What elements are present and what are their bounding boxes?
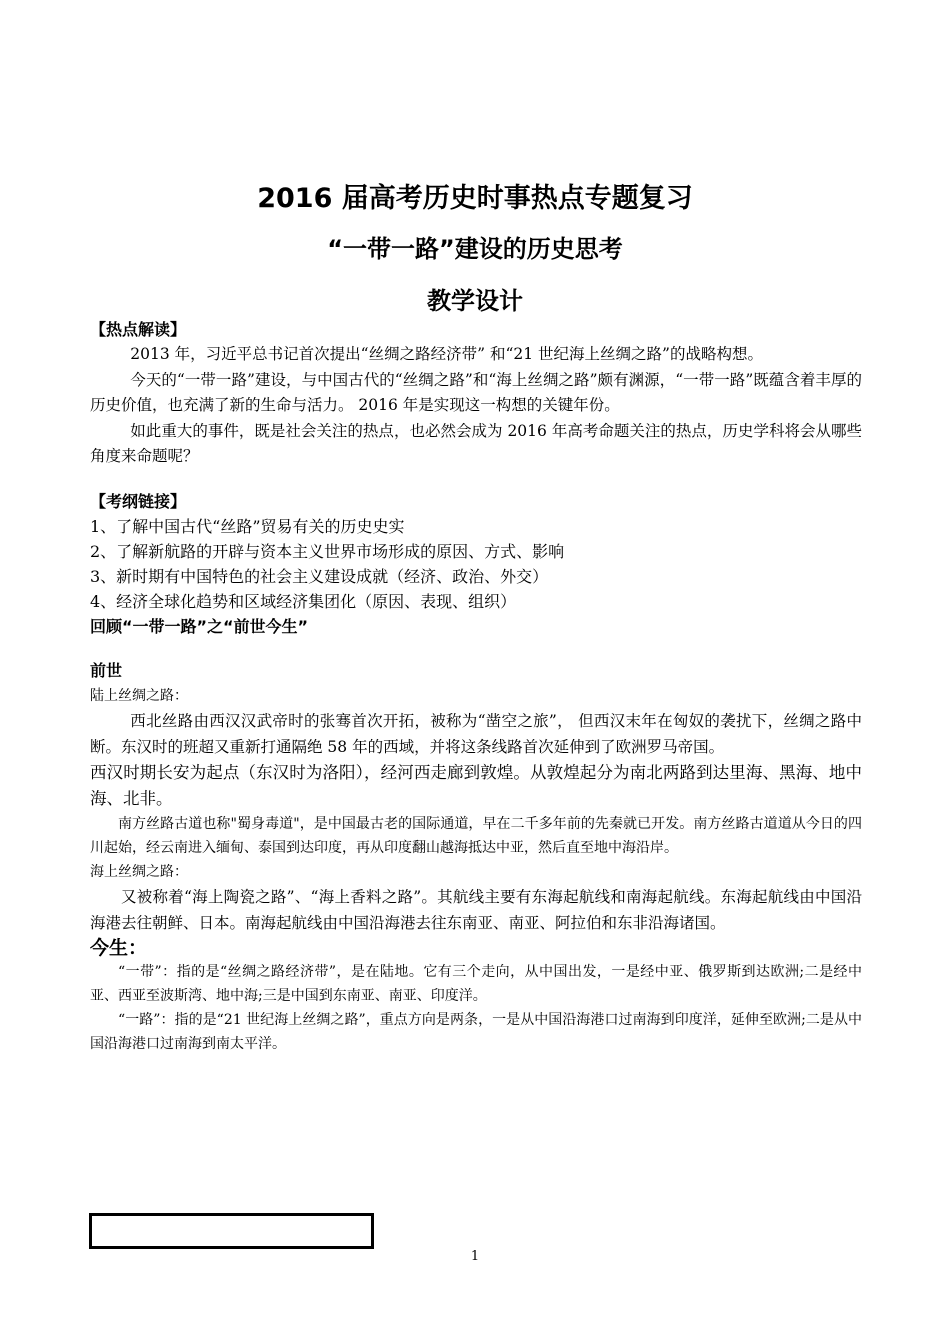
maritime-silk-road-paragraph: 又被称着“海上陶瓷之路”、“海上香料之路”。其航线主要有东海起航线和南海起航线。东海起航线由中国沿海港去往朝鲜、日本。南海起航线由中国沿海港去往东南亚、南亚、阿拉伯和东非沿海诸国。: [90, 887, 862, 932]
hotspot-paragraph-2: 今天的“一带一路”建设，与中国古代的“丝绸之路”和“海上丝绸之路”颇有渊源，“一带一路”既蕴含着丰厚的历史价值，也充满了新的生命与活力。 2016 年是实现这一构想的关键年份。: [90, 370, 862, 414]
outline-item-3: 3、新时期有中国特色的社会主义建设成就（经济、政治、外交）: [90, 566, 549, 586]
present-heading: 今生：: [90, 936, 148, 959]
outline-heading: 【考纲链接】: [90, 491, 187, 511]
document-type-title: 教学设计: [427, 287, 523, 315]
past-heading: 前世: [90, 660, 123, 680]
empty-bordered-box: [89, 1213, 374, 1249]
document-subtitle: “一带一路”建设的历史思考: [327, 235, 623, 263]
document-body: [90, 318, 862, 1056]
page-number: 1: [470, 1249, 480, 1264]
hotspot-heading: 【热点解读】: [90, 320, 187, 339]
review-heading: 回顾“一带一路”之“前世今生”: [90, 616, 309, 636]
southern-silk-road-paragraph: 南方丝路古道也称"蜀身毒道"，是中国最古老的国际通道，早在二千多年前的先秦就已开发。南方丝路古道道从今日的四川起始，经云南进入缅甸、泰国到达印度，再从印度翻山越海抵达中亚，然后直至地中海沿岸。: [90, 815, 862, 856]
land-silk-road-paragraph-1a: 西北丝路由西汉汉武帝时的张骞首次开拓，被称为“凿空之旅”， 但西汉末年在匈奴的袭扰下，丝绸之路中断。东汉时的班超又重新打通隔绝 58 年的西域，并将这条线路首次延伸到了欧洲罗马帝国。: [90, 711, 862, 756]
hotspot-paragraph-3: 如此重大的事件，既是社会关注的热点，也必然会成为 2016 年高考命题关注的热点，历史学科将会从哪些角度来命题呢？: [90, 421, 862, 465]
road-paragraph: “一路”：指的是“21 世纪海上丝绸之路”，重点方向是两条，一是从中国沿海港口过南海到印度洋，延伸至欧洲;二是从中国沿海港口过南海到南太平洋。: [90, 1011, 862, 1052]
outline-item-1: 1、了解中国古代“丝路”贸易有关的历史史实: [90, 516, 405, 536]
land-silk-road-paragraph-1b: 西汉时期长安为起点（东汉时为洛阳），经河西走廊到敦煌。从敦煌起分为南北两路到达里海、黑海、地中海、北非。: [90, 762, 862, 808]
outline-item-4: 4、经济全球化趋势和区域经济集团化（原因、表现、组织）: [90, 591, 517, 611]
belt-paragraph: “一带”：指的是“丝绸之路经济带”，是在陆地。它有三个走向，从中国出发，一是经中亚、俄罗斯到达欧洲;二是经中亚、西亚至波斯湾、地中海;三是中国到东南亚、南亚、印度洋。: [90, 963, 862, 1004]
document-title: 2016 届高考历史时事热点专题复习: [257, 183, 693, 214]
maritime-silk-road-label: 海上丝绸之路：: [90, 863, 188, 880]
hotspot-paragraph-1: 2013 年，习近平总书记首次提出“丝绸之路经济带” 和“21 世纪海上丝绸之路”的战略构想。: [130, 345, 763, 363]
outline-item-2: 2、了解新航路的开辟与资本主义世界市场形成的原因、方式、影响: [90, 541, 565, 561]
land-silk-road-label: 陆上丝绸之路：: [90, 687, 188, 704]
